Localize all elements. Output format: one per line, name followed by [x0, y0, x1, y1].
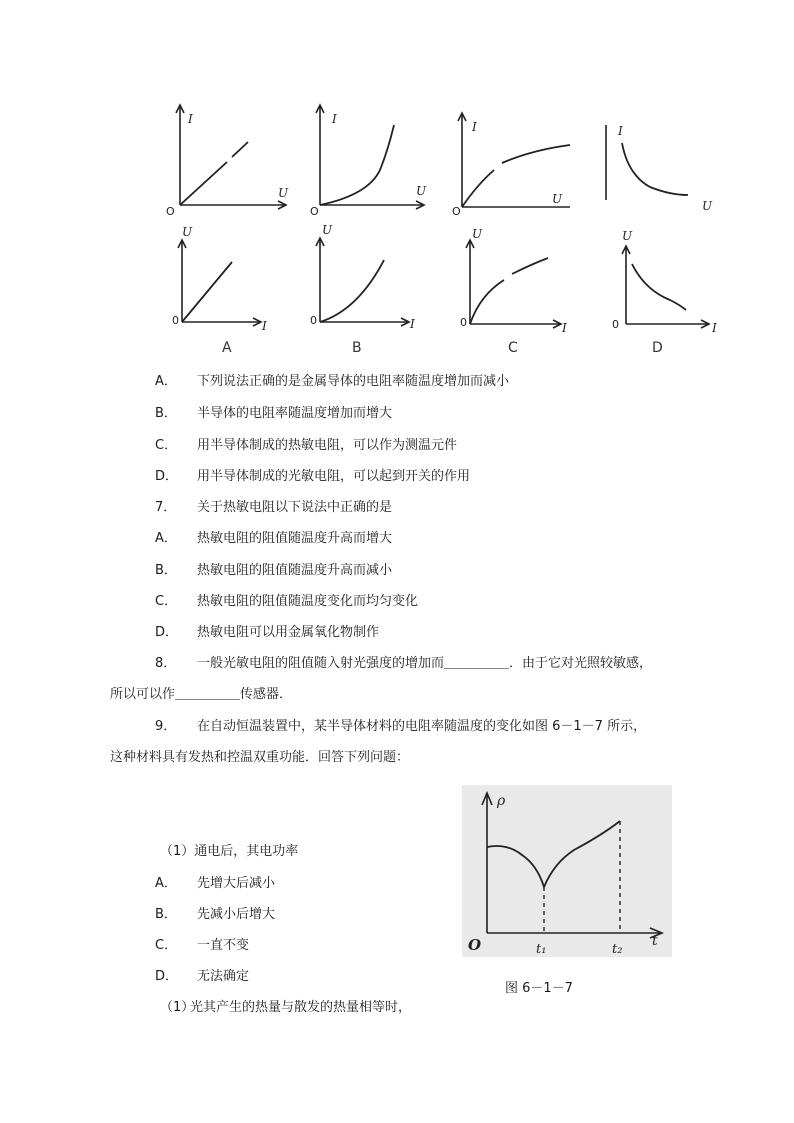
q9-option-d: D． 无法确定: [155, 969, 250, 984]
q6-option-b: B． 半导体的电阻率随温度增加而增大: [155, 406, 393, 421]
figure-caption: 图 6－1－7: [505, 981, 573, 996]
graph-B-iu: [308, 95, 448, 218]
graph-A-iu: [160, 95, 300, 218]
choice-label-a: A: [222, 340, 232, 356]
y-axis-label: U: [472, 227, 483, 241]
q9-line1: 9． 在自动恒温装置中，某半导体材料的电阻率随温度的变化如图 6－1－7 所示，: [155, 719, 647, 734]
origin-label: 0: [460, 316, 467, 329]
y-axis-label: U: [182, 225, 193, 239]
q8-line2: 所以可以作＿＿＿＿＿传感器．: [110, 687, 293, 702]
x-axis-label: U: [416, 184, 427, 198]
q9-option-a: A． 先增大后减小: [155, 876, 276, 891]
q6-option-d: D． 用半导体制成的光敏电阻，可以起到开关的作用: [155, 469, 471, 484]
x-axis-label: U: [702, 199, 713, 213]
q9-line2: 这种材料具有发热和控温双重功能．回答下列问题：: [110, 750, 410, 765]
fig-x-label: t: [652, 933, 658, 949]
q9-sub1-label: （1）通电后，其电功率: [160, 844, 299, 859]
q6-option-c: C． 用半导体制成的热敏电阻，可以作为测温元件: [155, 438, 458, 453]
origin-label: 0: [612, 318, 619, 331]
x-axis-label: I: [712, 321, 717, 335]
q6-option-a: A． 下列说法正确的是金属导体的电阻率随温度增加而减小: [155, 374, 510, 389]
graph-A-ui: [160, 220, 300, 340]
fig-t2-label: t₂: [612, 942, 623, 957]
x-axis-label: U: [552, 192, 563, 206]
q7-option-b: B． 热敏电阻的阻值随温度升高而减小: [155, 563, 393, 578]
q7-option-d: D． 热敏电阻可以用金属氧化物制作: [155, 625, 380, 640]
fig-origin-label: O: [468, 936, 482, 954]
q7-stem: 7． 关于热敏电阻以下说法中正确的是: [155, 500, 393, 515]
graph-C-ui: [452, 220, 592, 340]
q9-option-c: C． 一直不变: [155, 938, 250, 953]
y-axis-label: I: [618, 124, 623, 138]
origin-label: O: [310, 205, 319, 218]
y-axis-label: I: [472, 120, 477, 134]
q9-option-b: B． 先减小后增大: [155, 907, 276, 922]
iv-graphs: [160, 95, 740, 365]
choice-label-d: D: [652, 340, 663, 356]
fig-y-label: ρ: [497, 793, 506, 809]
x-axis-label: U: [278, 186, 289, 200]
graph-C-iu: [452, 95, 592, 218]
choice-label-c: C: [508, 340, 518, 356]
origin-label: O: [166, 205, 175, 218]
graph-D-iu: [600, 95, 740, 215]
y-axis-label: I: [332, 112, 337, 126]
figure-6-1-7: [462, 785, 672, 957]
graph-D-ui: [600, 220, 740, 340]
y-axis-label: I: [188, 112, 193, 126]
origin-label: 0: [310, 314, 317, 327]
fig-t1-label: t₁: [536, 942, 547, 957]
graph-B-ui: [308, 220, 448, 340]
q7-option-a: A． 热敏电阻的阻值随温度升高而增大: [155, 531, 393, 546]
origin-label: 0: [172, 314, 179, 327]
x-axis-label: I: [262, 319, 267, 333]
origin-label: O: [452, 205, 461, 218]
q7-option-c: C． 热敏电阻的阻值随温度变化而均匀变化: [155, 594, 419, 609]
x-axis-label: I: [562, 321, 567, 335]
y-axis-label: U: [322, 223, 333, 237]
x-axis-label: I: [410, 317, 415, 331]
q8-line1: 8． 一般光敏电阻的阻值随入射光强度的增加而＿＿＿＿＿．由于它对光照较敏感，: [155, 656, 653, 671]
choice-label-b: B: [352, 340, 362, 356]
y-axis-label: U: [622, 229, 633, 243]
q9-sub2: （1）光其产生的热量与散发的热量相等时，: [160, 1000, 412, 1015]
